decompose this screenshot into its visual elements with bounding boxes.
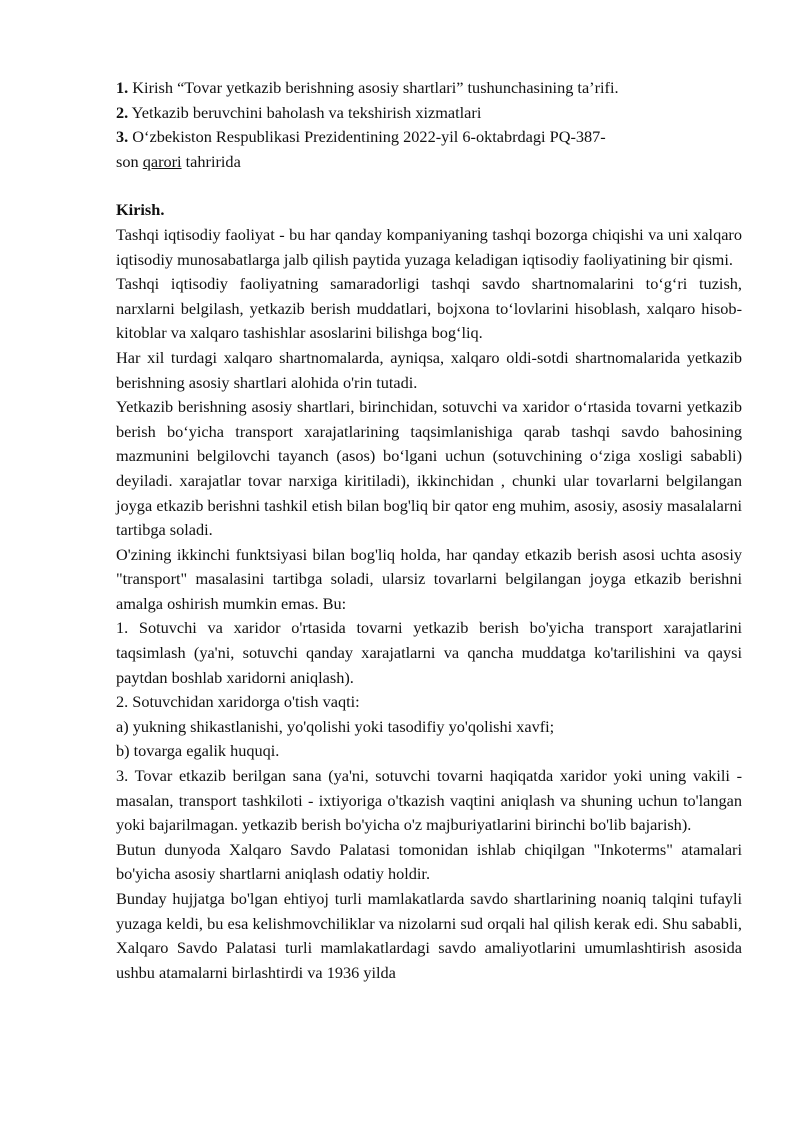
toc-number: 3. (116, 127, 129, 147)
list-item: 2. Sotuvchidan xaridorga o'tish vaqti: (116, 692, 360, 712)
table-of-contents (116, 76, 742, 174)
paragraph: Butun dunyoda Xalqaro Savdo Palatasi tomonidan ishlab chiqilgan "Inkoterms" atamalari bo'yicha asosiy shartlarni aniqlash odatiy holdir. (116, 839, 742, 884)
section-heading: Kirish. (116, 200, 165, 220)
paragraph: Tashqi iqtisodiy faoliyatning samaradorligi tashqi savdo shartnomalarini to‘g‘ri tuzish, narxlarni belgilash, yetkazib berish muddatlari, bojxona to‘lovlarini hisoblash, xalqaro hisob-kitoblar va xalqaro tashishlar asoslarini bilishga bog‘liq. (116, 274, 742, 343)
toc-text: tahririda (181, 151, 241, 171)
paragraph: Yetkazib berishning asosiy shartlari, birinchidan, sotuvchi va xaridor o‘rtasida tovarni yetkazib berish bo‘yicha transport xarajatlarining taqsimlanishiga qarab tashqi savdo bahosining mazmunini belgilovchi tayanch (asos) bo‘lgani uchun (sotuvchining o‘ziga xosligi sababli) deyiladi. xarajatlar tovar narxiga kiritiladi), ikkinchidan , chunki ular tovarlarni belgilangan joyga etkazib berishni tashkil etish bilan bog'liq bir qator eng muhim, asosiy, asosiy masalalarni tartibga soladi. (116, 397, 742, 540)
spacer (116, 174, 742, 198)
toc-item-3-continued (116, 150, 742, 175)
toc-item-3 (116, 125, 742, 150)
paragraph: O'zining ikkinchi funktsiyasi bilan bog'liq holda, har qanday etkazib berish asosi uchta asosiy "transport" masalasini tartibga soladi, ularsiz tovarlarni belgilangan joyga etkazib berishni amalga oshirish mumkin emas. Bu: (116, 544, 742, 613)
paragraph: Bunday hujjatga bo'lgan ehtiyoj turli mamlakatlarda savdo shartlarining noaniq talqini tufayli yuzaga keldi, bu esa kelishmovchiliklar va nizolarni sud orqali hal qilish kerak edi. Shu sababli, Xalqaro Savdo Palatasi turli mamlakatlardagi savdo amaliyotlarini umumlashtirish asosida ushbu atamalarni birlashtirdi va 1936 yilda (116, 889, 742, 982)
list-item: a) yukning shikastlanishi, yo'qolishi yoki tasodifiy yo'qolishi xavfi; (116, 716, 555, 736)
toc-number: 2. (116, 102, 129, 122)
list-item: 3. Tovar etkazib berilgan sana (ya'ni, sotuvchi tovarni haqiqatda xaridor yoki uning vakili - masalan, transport tashkiloti - ixtiyoriga o'tkazish vaqtini aniqlash va shuning uchun to'langan yoki bajarilmagan. yetkazib berish bo'yicha o'z majburiyatlarini birinchi bo'lib bajarish). (116, 766, 742, 835)
toc-text: son (116, 151, 143, 171)
toc-item-2 (116, 101, 742, 126)
paragraph: Har xil turdagi xalqaro shartnomalarda, ayniqsa, xalqaro oldi-sotdi shartnomalarida yetkazib berishning asosiy shartlari alohida o'rin tutadi. (116, 347, 742, 392)
paragraph: Tashqi iqtisodiy faoliyat - bu har qanday kompaniyaning tashqi bozorga chiqishi va uni xalqaro iqtisodiy munosabatlarga jalb qilish paytida yuzaga keladigan iqtisodiy faoliyatining bir qismi. (116, 224, 742, 269)
toc-text: Kirish “Tovar yetkazib berishning asosiy shartlari” tushunchasining ta’rifi. (128, 78, 619, 97)
qarori-link[interactable]: qarori (142, 151, 182, 171)
list-item: 1. Sotuvchi va xaridor o'rtasida tovarni yetkazib berish bo'yicha transport xarajatlarini taqsimlash (ya'ni, sotuvchi qanday xarajatlarni va qancha muddatga ko'tarilishini va qaysi paytdan boshlab xaridorni aniqlash). (116, 618, 742, 687)
toc-text: Yetkazib beruvchini baholash va tekshirish xizmatlari (128, 102, 482, 122)
toc-item-1 (116, 76, 742, 101)
toc-text: O‘zbekiston Respublikasi Prezidentining 2022-yil 6-oktabrdagi PQ-387- (128, 127, 606, 147)
toc-number: 1. (116, 78, 129, 97)
list-item: b) tovarga egalik huquqi. (116, 741, 280, 761)
